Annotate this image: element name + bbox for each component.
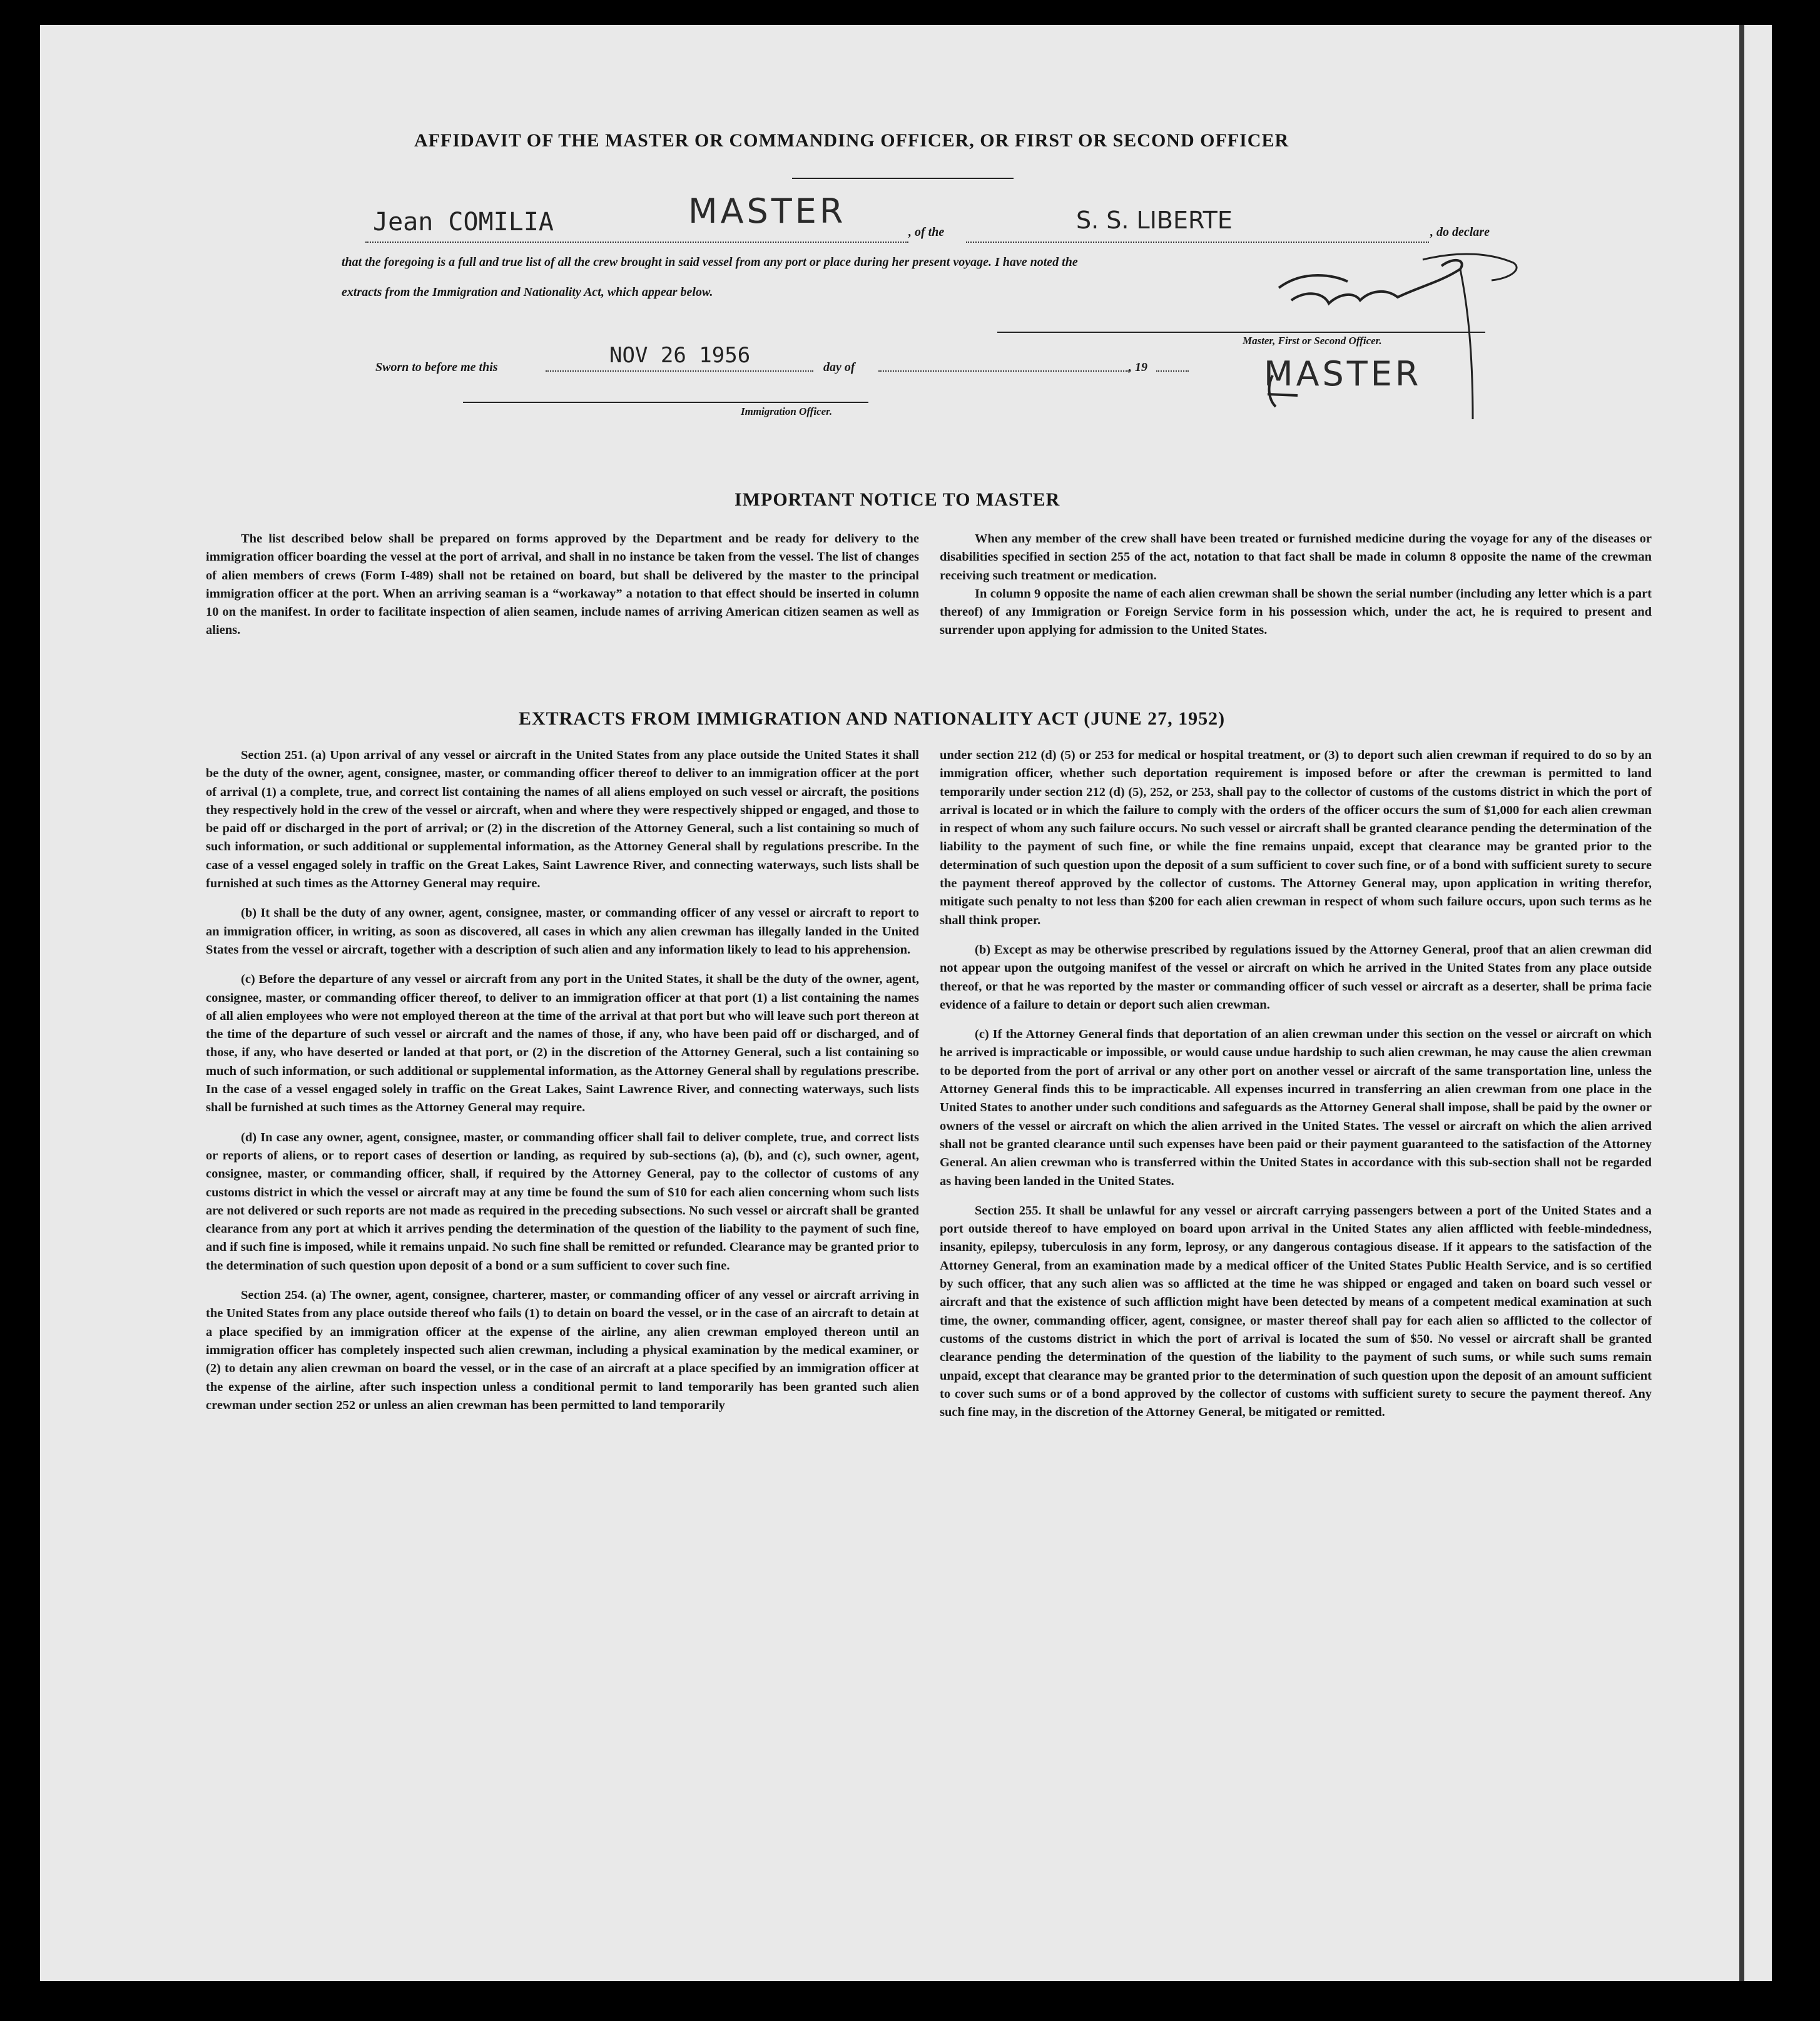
extracts-title: EXTRACTS FROM IMMIGRATION AND NATIONALITY ACT (JUNE 27, 1952)	[519, 708, 1226, 729]
section-254a-continued: under section 212 (d) (5) or 253 for medical or hospital treatment, or (3) to deport such alien crewman if required to do so by an immigration officer, whether such deportation requirement is imposed before or after the crewman is permitted to land temporarily under section 212 (d) (5), 252, or 253, shall pay to the collector of customs of the customs district in which the port of arrival is located or in which the failure to comply with the orders of the officer occurs the sum of $1,000 for each alien crewman in respect of whom any such failure occurs. No such vessel or aircraft shall be granted clearance pending the determination of the liability to the payment of such fine, or while the fine remains unpaid, except that clearance may be granted prior to the determination of such question upon the deposit of a sum sufficient to cover such fine, or of a bond with sufficient surety to secure the payment thereof approved by the collector of customs. The Attorney General may, upon application in writing therefor, mitigate such penalty to not less than $200 for each alien crewman in respect of whom such failure occurs, upon such terms as he shall think proper.	[940, 748, 1652, 927]
section-251a: Section 251. (a) Upon arrival of any vessel or aircraft in the United States from any place outside the United States it shall be the duty of the owner, agent, consignee, master, or commanding officer thereof to deliver to an immigration officer at the port of arrival (1) a complete, true, and correct list containing the names of all aliens employed on such vessel or aircraft, the positions they respectively hold in the crew of the vessel or aircraft, when and where they were respectively shipped or engaged, and those to be paid off or discharged in the port of arrival; or (2) in the discretion of the Attorney General, such a list containing so much of such information, or such additional or supplemental information, as the Attorney General shall by regulations prescribe. In the case of a vessel engaged solely in traffic on the Great Lakes, Saint Lawrence River, and connecting waterways, such lists shall be furnished at such times as the Attorney General may require.	[206, 748, 919, 891]
notice-right-column	[940, 530, 1652, 640]
of-the-label: , of the	[908, 225, 945, 239]
section-255: Section 255. It shall be unlawful for any vessel or aircraft carrying passengers between a port of the United States and a port outside thereof to have employed on board upon arrival in the United States any alien afflicted with feeble-mindedness, insanity, epilepsy, tuberculosis in any form, leprosy, or any dangerous contagious disease. If it appears to the satisfaction of the Attorney General, from an examination made by a medical officer of the United States Public Health Service, and is so certified by such officer, that any such alien was so afflicted at the time he was shipped or engaged and taken on board such vessel or aircraft and that the existence of such affliction might have been detected by means of a competent medical examination at such time, the owner, commanding officer, agent, consignee, or master thereof shall pay for each alien so afflicted to the collector of customs of the customs district in which the port of arrival is located the sum of $50. No vessel or aircraft shall be granted clearance pending the determination of the question of the liability to the payment of such sums, or while such sums remain unpaid, except that clearance may be granted prior to the determination of such question upon the deposit of an amount sufficient to cover such sums or of a bond approved by the collector of customs with sufficient surety to secure the payment thereof. Any such fine may, in the discretion of the Attorney General, be mitigated or remitted.	[940, 1203, 1652, 1420]
section-254b: (b) Except as may be otherwise prescribed by regulations issued by the Attorney General, proof that an alien crewman did not appear upon the outgoing manifest of the vessel or aircraft on which he arrived in the United States from any place outside thereof, or that he was reported by the master or commanding officer of such vessel or aircraft as a deserter, shall be prima facie evidence of a failure to detain or deport such alien crewman.	[940, 942, 1652, 1012]
year-line	[1156, 370, 1189, 372]
section-254a: Section 254. (a) The owner, agent, consignee, charterer, master, or commanding officer of any vessel or aircraft arriving in the United States from any place outside thereof who fails (1) to detain on board the vessel, or in the case of an aircraft to detain at a place specified by an immigration officer at the expense of the airline, any alien crewman employed thereon until an immigration officer has completely inspected such alien crewman, including a physical examination by the medical examiner, or (2) to detain any alien crewman on board the vessel, or in the case of an aircraft at a place specified by an immigration officer at the expense of the airline, after such inspection unless a conditional permit to land temporarily has been granted such alien crewman under section 252 or unless an alien crewman has been permitted to land temporarily	[206, 1288, 919, 1412]
vessel-name: S. S. LIBERTE	[1076, 206, 1233, 234]
notice-title: IMPORTANT NOTICE TO MASTER	[735, 489, 1060, 510]
section-254c: (c) If the Attorney General finds that deportation of an alien crewman under this section on the vessel or aircraft on which he arrived is impracticable or impossible, or would cause undue hardship to such alien crewman, he may cause the alien crewman to be deported from the port of arrival or any other port on another vessel or aircraft of the same transportation line, unless the Attorney General finds this to be impracticable. All expenses incurred in transferring an alien crewman from one place in the United States to another under such conditions and safeguards as the Attorney General shall impose, shall be paid by the owner or owners of the vessel or aircraft on which the alien arrived in the United States. The vessel or aircraft on which the alien arrived shall not be granted clearance until such expenses have been paid or their payment guaranteed to the satisfaction of the Attorney General. An alien crewman who is transferred within the United States in accordance with this sub-section shall not be regarded as having been landed in the United States.	[940, 1027, 1652, 1188]
document-page	[40, 25, 1772, 1981]
officer-caption: Immigration Officer.	[741, 405, 833, 417]
year-label: , 19	[1129, 360, 1147, 374]
notice-paragraph: In column 9 opposite the name of each alien crewman shall be shown the serial number (including any letter which is a part thereof) of any Immigration or Foreign Service form in his possession which, under the act, he is required to present and surrender upon applying for admission to the United States.	[940, 586, 1652, 638]
sworn-label: Sworn to before me this	[375, 360, 498, 374]
notice-left-column	[206, 530, 919, 640]
section-251b: (b) It shall be the duty of any owner, agent, consignee, master, or commanding officer of any vessel or aircraft to report to an immigration officer, in writing, as soon as discovered, all cases in which any alien crewman has illegally landed in the United States from the vessel or aircraft, together with a description of such alien and any information likely to lead to his apprehension.	[206, 906, 919, 957]
day-of-label: day of	[823, 360, 855, 374]
sworn-date-stamp: NOV 26 1956	[609, 343, 751, 368]
extracts-left-column	[206, 746, 919, 1415]
notice-paragraph: The list described below shall be prepared on forms approved by the Department and be ready for delivery to the immigration officer boarding the vessel at the port of arrival, and shall in no instance be taken from the vessel. The list of changes of alien members of crews (Form I-489) shall not be retained on board, but shall be delivered by the master to the principal immigration officer at the port. When an arriving seaman is a “workaway” a notation to that effect should be inserted in column 10 on the manifest. In order to facilitate inspection of alien seamen, include names of arriving American citizen seamen as well as aliens.	[206, 532, 919, 638]
section-251d: (d) In case any owner, agent, consignee, master, or commanding officer shall fail to deliver complete, true, and correct lists or reports of aliens, or to report cases of desertion or landing, as required by sub-sections (a), (b), and (c), such owner, agent, consignee, master, or commanding officer, shall, if required by the Attorney General, pay to the collector of customs of any customs district in which the vessel or aircraft may at any time be found the sum of $10 for each alien concerning whom such lists are not delivered or such reports are not made as required in the preceding subsections. No such vessel or aircraft shall be granted clearance from any port at which it arrives pending the determination of the question of the liability to the payment of such fine, and if such fine is imposed, while it remains unpaid. No such fine shall be remitted or refunded. Clearance may be granted prior to the determination of such question upon deposit of a bond or a sum sufficient to cover such fine.	[206, 1130, 919, 1273]
sworn-date-line	[546, 370, 813, 372]
signature-stamp: MASTER	[1264, 354, 1422, 394]
do-declare-label: , do declare	[1430, 225, 1490, 239]
rank-stamp: MASTER	[688, 191, 846, 231]
affidavit-heading: AFFIDAVIT OF THE MASTER OR COMMANDING OFFICER, OR FIRST OR SECOND OFFICER	[414, 130, 1289, 151]
name-line	[365, 242, 908, 243]
month-line	[878, 370, 1129, 372]
officer-line	[463, 402, 868, 403]
declaration-line-2: extracts from the Immigration and Nationality Act, which appear below.	[342, 285, 713, 299]
master-name: Jean COMILIA	[373, 208, 554, 237]
signature-caption: Master, First or Second Officer.	[1243, 335, 1382, 347]
page-edge-shadow	[1739, 25, 1744, 1981]
signature-line	[997, 332, 1485, 333]
declaration-line-1: that the foregoing is a full and true list of all the crew brought in said vessel from any port or place during her present voyage. I have noted the	[342, 255, 1078, 269]
section-251c: (c) Before the departure of any vessel or aircraft from any port in the United States, it shall be the duty of the owner, agent, consignee, master, or commanding officer thereof, to deliver to an immigration officer at that port (1) a list containing the names of all alien employees who were not employed thereon at the time of the arrival at that port but who will leave such port thereon at the time of the departure of such vessel or aircraft and the names of those, if any, who have been paid off or discharged, and of those, if any, who have deserted or landed at that port, or (2) in the discretion of the Attorney General, such a list containing so much of such information, or such additional or supplemental information, as the Attorney General shall by regulations prescribe. In the case of a vessel engaged solely in traffic on the Great Lakes, Saint Lawrence River, and connecting waterways, such lists shall be furnished at such times as the Attorney General may require.	[206, 972, 919, 1115]
extracts-right-column	[940, 746, 1652, 1422]
heading-rule	[792, 178, 1014, 179]
notice-paragraph: When any member of the crew shall have been treated or furnished medicine during the voyage for any of the diseases or disabilities specified in section 255 of the act, notation to that fact shall be made in column 8 opposite the name of the crewman receiving such treatment or medication.	[940, 532, 1652, 583]
